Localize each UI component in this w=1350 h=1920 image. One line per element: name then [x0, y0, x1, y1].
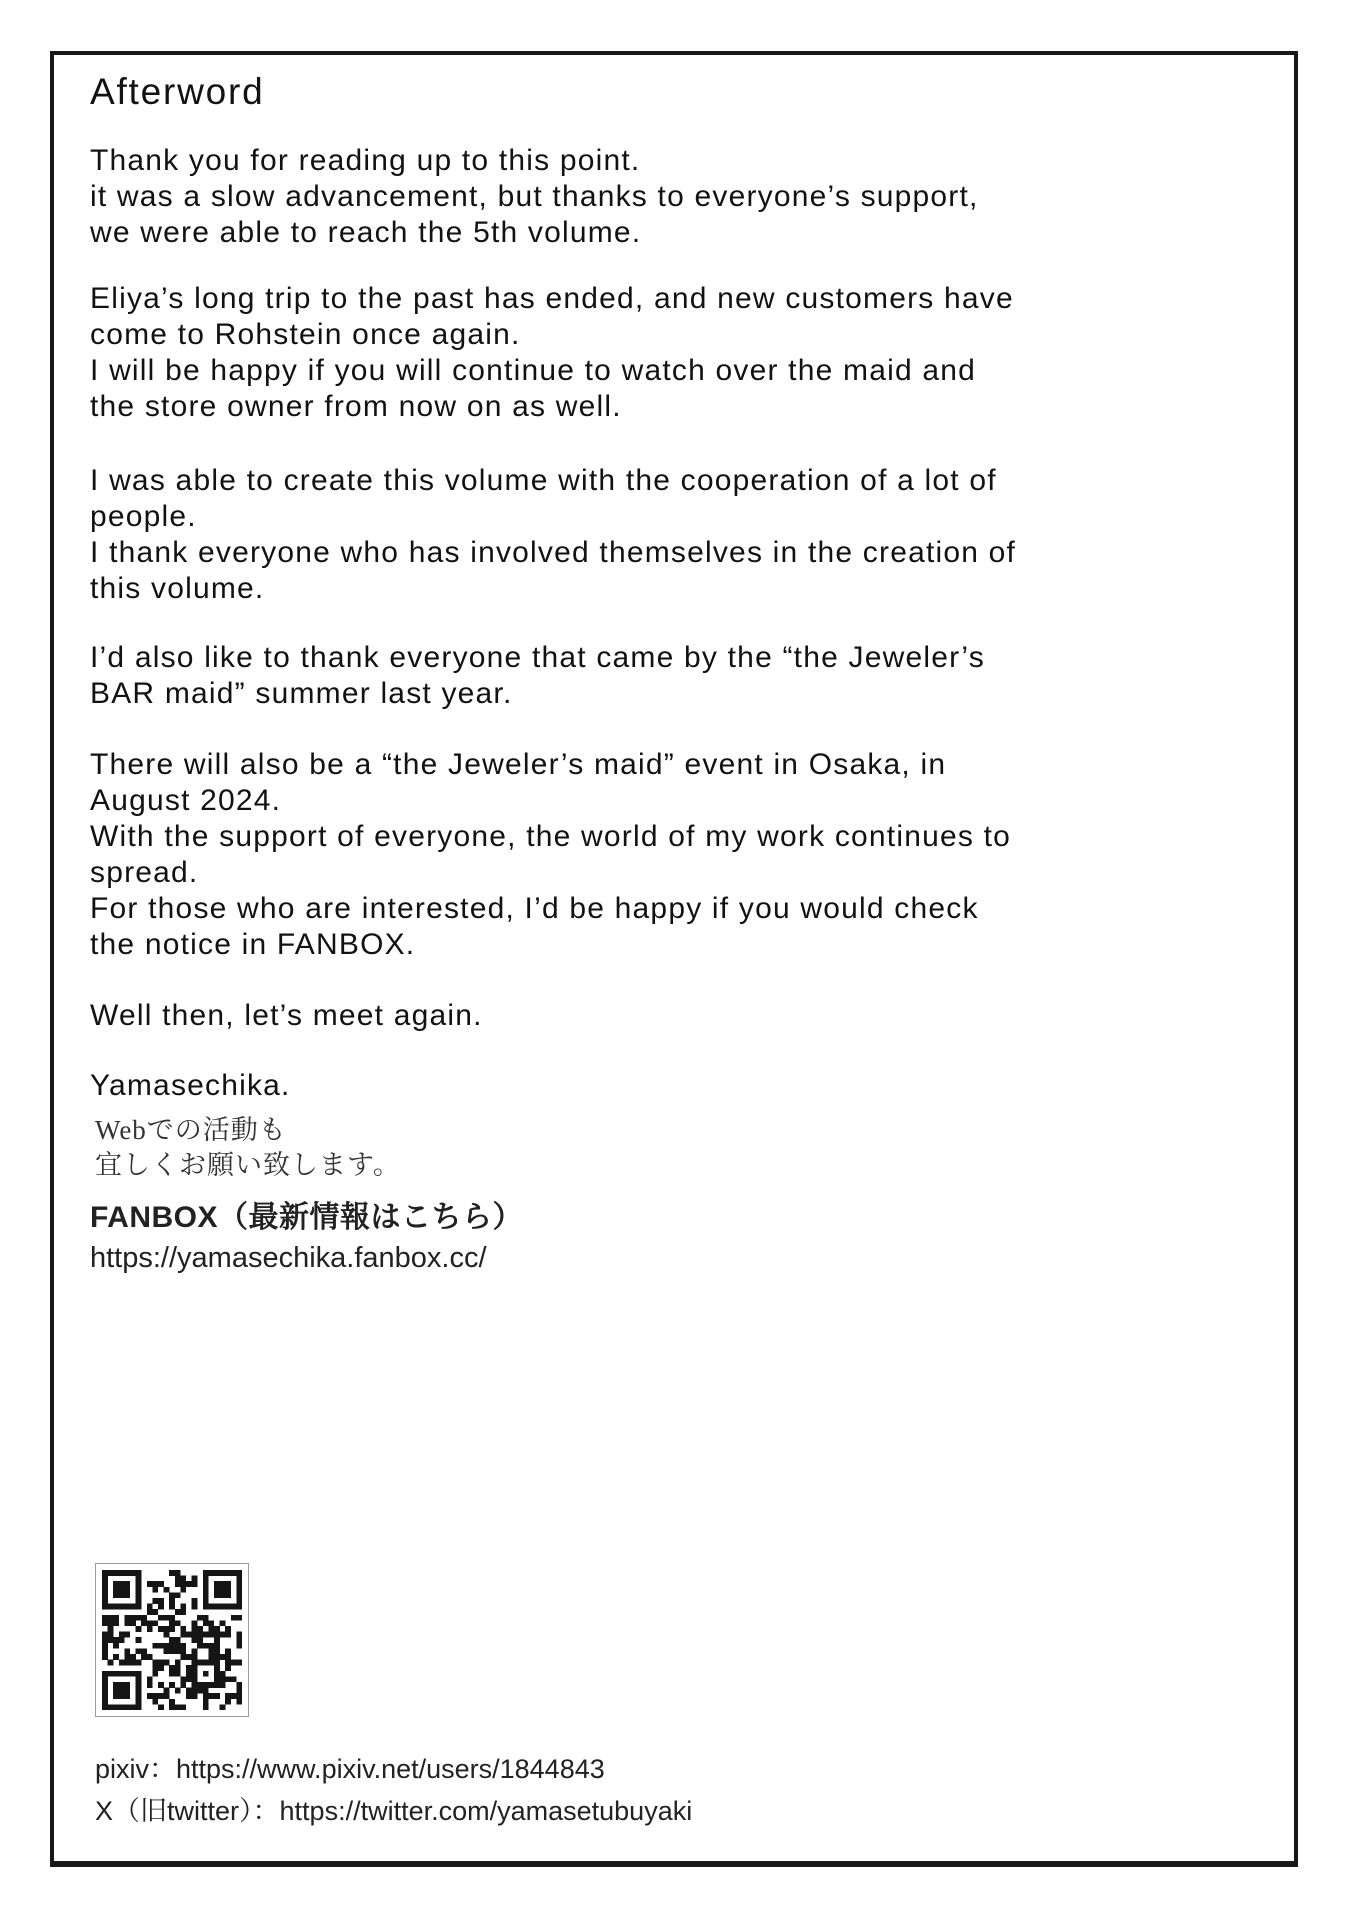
text-line: it was a slow advancement, but thanks to everyone’s support, [90, 180, 979, 213]
fanbox-block [90, 1198, 523, 1278]
text-line: For those who are interested, I’d be happy if you would check [90, 892, 979, 925]
web-activity-note [95, 1113, 401, 1183]
paragraph-bar-maid [90, 640, 985, 712]
text-line: the notice in FANBOX. [90, 928, 416, 961]
paragraph-thanks [90, 143, 979, 251]
social-links [95, 1748, 692, 1832]
x-label: X（旧twitter）： [95, 1796, 280, 1826]
text-line: I will be happy if you will continue to watch over the maid and [90, 354, 977, 387]
text-line: There will also be a “the Jeweler’s maid” event in Osaka, in [90, 748, 947, 781]
fanbox-url: https://yamasechika.fanbox.cc/ [90, 1242, 487, 1274]
text-line: this volume. [90, 572, 265, 605]
text-line: we were able to reach the 5th volume. [90, 216, 642, 249]
text-line: BAR maid” summer last year. [90, 677, 513, 710]
paragraph-farewell [90, 998, 483, 1034]
text-line: Eliya’s long trip to the past has ended, and new customers have [90, 282, 1014, 315]
paragraph-cooperation [90, 463, 1016, 607]
text-line: I’d also like to thank everyone that came by the “the Jeweler’s [90, 641, 985, 674]
text-line: Webでの活動も [95, 1115, 287, 1145]
page-border-frame [50, 51, 1298, 1867]
text-line: Thank you for reading up to this point. [90, 144, 641, 177]
paragraph-story [90, 281, 1014, 425]
text-line: spread. [90, 856, 199, 889]
text-line: the store owner from now on as well. [90, 390, 622, 423]
pixiv-url: https://www.pixiv.net/users/1844843 [176, 1754, 605, 1784]
text-line: With the support of everyone, the world of my work continues to [90, 820, 1012, 853]
text-line: come to Rohstein once again. [90, 318, 521, 351]
qr-code-image [102, 1570, 242, 1710]
pixiv-label: pixiv： [95, 1754, 177, 1784]
author-signature: Yamasechika. [90, 1069, 291, 1102]
text-line: I was able to create this volume with the cooperation of a lot of [90, 464, 997, 497]
pixiv-link-line [95, 1748, 692, 1790]
qr-code [95, 1563, 249, 1717]
text-line: I thank everyone who has involved themselves in the creation of [90, 536, 1017, 569]
x-link-line [95, 1790, 692, 1832]
page-title: Afterword [90, 71, 265, 112]
text-line: August 2024. [90, 784, 282, 817]
fanbox-heading: FANBOX（最新情報はこちら） [90, 1201, 524, 1234]
x-url: https://twitter.com/yamasetubuyaki [279, 1796, 693, 1826]
text-line: people. [90, 500, 197, 533]
text-line: 宜しくお願い致します。 [95, 1150, 401, 1180]
text-line: Well then, let’s meet again. [90, 999, 483, 1032]
paragraph-event [90, 747, 1011, 963]
